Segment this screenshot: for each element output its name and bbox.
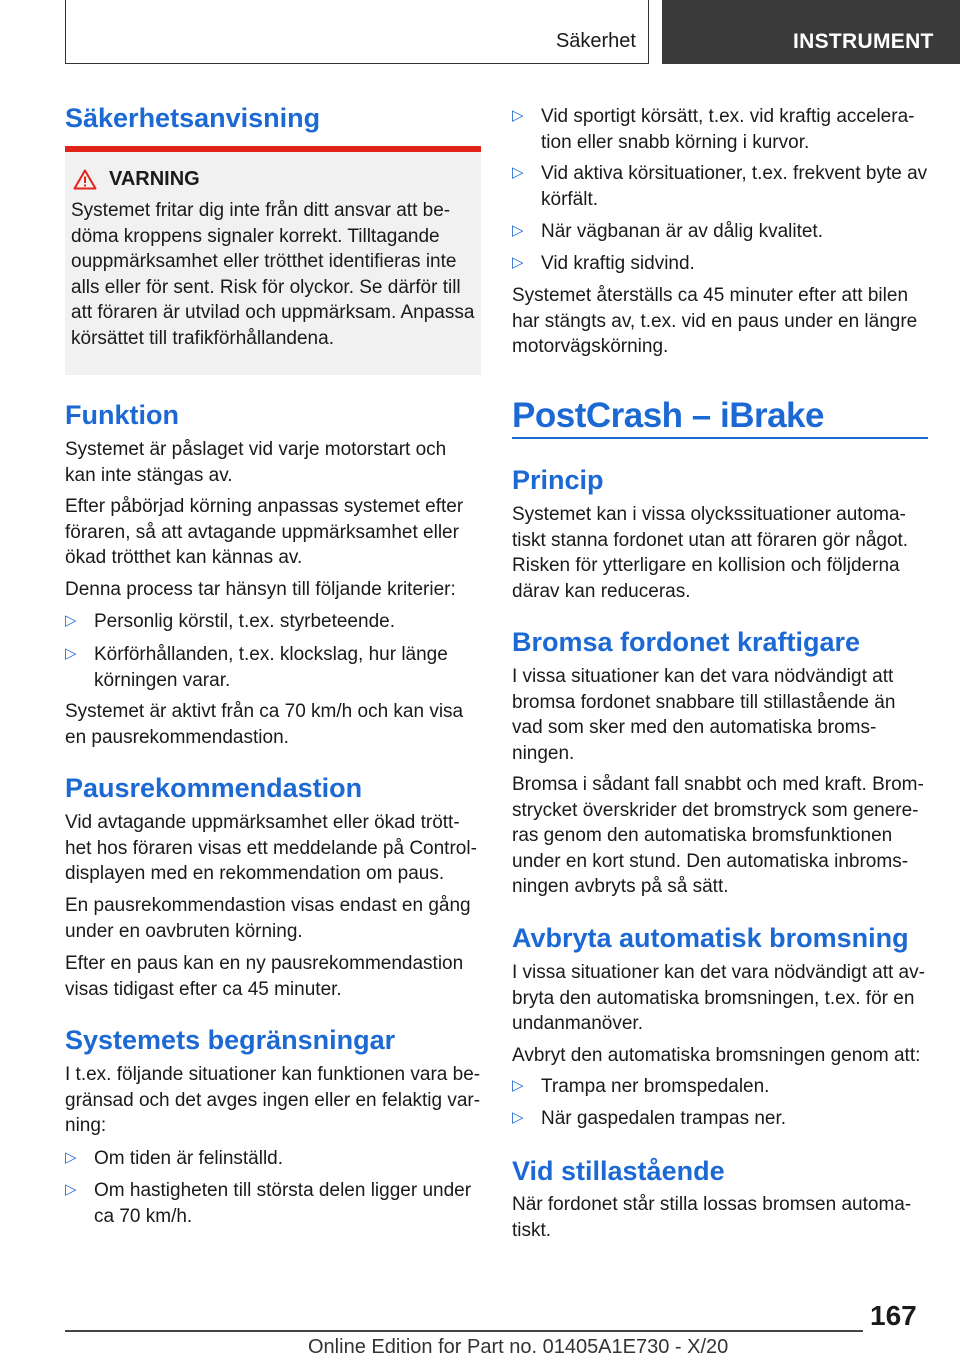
text-line: vad som sker med den automatiska broms-: [512, 717, 877, 738]
text-line: ras genom den automatiska bromsfunktionen: [512, 825, 893, 846]
text-line: visas tidigast efter ca 45 minuter.: [65, 978, 342, 1000]
text-line: Avbryt den automatiska bromsningen genom att:: [512, 1045, 921, 1066]
heading-funktion: Funktion: [65, 400, 179, 430]
funktion-paragraph-1: [65, 437, 481, 488]
text-line: tiskt stanna fordonet utan att föraren gör något.: [512, 529, 909, 551]
avbryta-paragraph-1: [512, 960, 928, 1037]
text-line: en pausrekommendastion.: [65, 726, 289, 748]
text-line: motorvägskörning.: [512, 336, 669, 357]
text-line: Systemet återställs ca 45 minuter efter att bilen: [512, 285, 909, 306]
footer-edition: Online Edition for Part no. 01405A1E730 - X/20: [308, 1336, 729, 1358]
text-line: Om hastigheten till största delen ligger under: [94, 1180, 472, 1201]
text-line: Systemet kan i vissa olyckssituationer automa-: [512, 504, 906, 525]
text-line: het hos föraren visas ett meddelande på Control-: [65, 837, 477, 859]
text-line: bromsa fordonet snabbare till stillastående än: [512, 691, 896, 713]
warning-line: alls eller för sent. Risk för olyckor. Se därför till: [71, 276, 461, 298]
text-line: ökad trötthet kan kännas av.: [65, 547, 303, 568]
warning-line: ouppmärksamhet eller trötthet identifieras inte: [71, 251, 457, 272]
text-line: Trampa ner bromspedalen.: [541, 1076, 770, 1097]
bullet-triangle-icon: ▷: [512, 164, 524, 181]
heading-vid-stillastaende: Vid stillastående: [512, 1156, 725, 1186]
list-item: [512, 1106, 928, 1132]
text-line: Systemet är aktivt från ca 70 km/h och kan visa: [65, 701, 464, 722]
warning-line: körsättet till trafikförhållandena.: [71, 327, 334, 349]
bullet-triangle-icon: ▷: [512, 1109, 524, 1126]
warning-title-text: VARNING: [109, 168, 200, 190]
header-chapter-tab: [662, 0, 960, 64]
paus-paragraph-2: [65, 893, 481, 944]
text-line: tiskt.: [512, 1219, 552, 1241]
bullet-triangle-icon: ▷: [512, 1077, 524, 1094]
list-item: [65, 609, 481, 635]
text-line: Efter påbörjad körning anpassas systemet efter: [65, 496, 464, 517]
list-item: [512, 251, 928, 277]
text-line: Efter en paus kan en ny pausrekommendastion: [65, 953, 464, 974]
text-line: gränsad och det avges ingen eller en felaktig var-: [65, 1089, 481, 1111]
funktion-paragraph-3: [65, 577, 481, 603]
text-line: Vid sportigt körsätt, t.ex. vid kraftig accelera-: [541, 106, 915, 127]
header-chapter-label: INSTRUMENT: [793, 30, 934, 53]
header-section-box: [65, 0, 649, 64]
paus-paragraph-1: [65, 810, 481, 887]
title-underline: [512, 437, 928, 439]
heading-bromsa-fordonet: Bromsa fordonet kraftigare: [512, 627, 861, 657]
heading-princip: Princip: [512, 465, 604, 495]
warning-line: att föraren är utvilad och uppmärksam. Anpassa: [71, 302, 475, 323]
bullet-triangle-icon: ▷: [512, 222, 524, 239]
list-item: [65, 642, 481, 693]
list-item: [512, 104, 928, 155]
text-line: När vägbanan är av dålig kvalitet.: [541, 221, 823, 242]
still-paragraph-1: [512, 1192, 928, 1243]
text-line: Körförhållanden, t.ex. klockslag, hur länge: [94, 644, 448, 665]
avbryta-paragraph-2: [512, 1043, 928, 1069]
text-line: föraren, så att avtagande uppmärksamhet eller: [65, 521, 459, 543]
funktion-paragraph-2: [65, 494, 481, 571]
warning-title: [73, 168, 200, 191]
text-line: ningen avbryts på så sätt.: [512, 876, 729, 897]
warning-box: [65, 152, 481, 375]
page-title-postcrash: PostCrash – iBrake: [512, 396, 824, 435]
bullet-triangle-icon: ▷: [65, 612, 77, 629]
bullet-triangle-icon: ▷: [65, 1149, 77, 1166]
bromsa-paragraph-1: [512, 664, 928, 766]
reset-paragraph: [512, 283, 928, 360]
page-number: 167: [870, 1300, 917, 1331]
text-line: Vid aktiva körsituationer, t.ex. frekvent byte av: [541, 163, 928, 184]
text-line: har stängts av, t.ex. vid en paus under en längre: [512, 310, 918, 332]
text-line: displayen med en rekommendation om paus.: [65, 863, 445, 884]
princip-paragraph-1: [512, 502, 928, 604]
text-line: under en kort stund. Den automatiska inbroms-: [512, 850, 909, 872]
list-item: [512, 1074, 928, 1100]
text-line: körfält.: [541, 188, 599, 210]
text-line: Systemet är påslaget vid varje motorstart och: [65, 439, 447, 460]
bromsa-paragraph-2: [512, 772, 928, 900]
text-line: En pausrekommendastion visas endast en gång: [65, 895, 471, 916]
list-item: [512, 161, 928, 212]
text-line: Denna process tar hänsyn till följande kriterier:: [65, 579, 456, 600]
list-item: [65, 1178, 481, 1229]
text-line: körningen varar.: [94, 669, 231, 691]
header-section-label: Säkerhet: [555, 30, 636, 52]
bullet-triangle-icon: ▷: [65, 645, 77, 662]
text-line: Personlig körstil, t.ex. styrbeteende.: [94, 611, 395, 632]
footer-rule: [65, 1330, 863, 1332]
text-line: Bromsa i sådant fall snabbt och med kraft. Brom-: [512, 774, 924, 795]
text-line: När gaspedalen trampas ner.: [541, 1108, 787, 1129]
warning-line: Systemet fritar dig inte från ditt ansvar att be-: [71, 200, 451, 221]
warning-triangle-icon: [73, 169, 97, 190]
text-line: strycket överskrider det bromstryck som genere-: [512, 799, 919, 821]
bullet-triangle-icon: ▷: [65, 1181, 77, 1198]
bullet-triangle-icon: ▷: [512, 254, 524, 271]
text-line: kan inte stängas av.: [65, 464, 233, 486]
heading-pausrekommendastion: Pausrekommendastion: [65, 773, 363, 803]
text-line: När fordonet står stilla lossas bromsen automa-: [512, 1194, 912, 1215]
list-item: [65, 1146, 481, 1172]
text-line: ningen.: [512, 742, 575, 764]
funktion-paragraph-4: [65, 699, 481, 750]
warning-line: döma kroppens signaler korrekt. Tilltagande: [71, 225, 440, 247]
text-line: I vissa situationer kan det vara nödvändigt att: [512, 666, 894, 687]
text-line: under en oavbruten körning.: [65, 920, 303, 942]
paus-paragraph-3: [65, 951, 481, 1002]
text-line: ning:: [65, 1115, 107, 1136]
text-line: Risken för ytterligare en kollision och följderna: [512, 555, 900, 576]
text-line: ca 70 km/h.: [94, 1205, 193, 1227]
bullet-triangle-icon: ▷: [512, 107, 524, 124]
text-line: I vissa situationer kan det vara nödvändigt att av-: [512, 962, 925, 983]
limits-paragraph-1: [65, 1062, 481, 1139]
heading-avbryta-bromsning: Avbryta automatisk bromsning: [512, 923, 909, 953]
text-line: Om tiden är felinställd.: [94, 1148, 284, 1169]
section-title-sakerhetsanvisning: Säkerhetsanvisning: [65, 103, 321, 133]
text-line: undanmanöver.: [512, 1013, 643, 1034]
warning-text: [71, 198, 477, 351]
text-line: Vid kraftig sidvind.: [541, 253, 695, 274]
text-line: tion eller snabb körning i kurvor.: [541, 131, 810, 153]
text-line: därav kan reduceras.: [512, 580, 691, 602]
text-line: I t.ex. följande situationer kan funktionen vara be-: [65, 1064, 481, 1085]
text-line: Vid avtagande uppmärksamhet eller ökad trött-: [65, 812, 460, 833]
list-item: [512, 219, 928, 245]
text-line: bryta den automatiska bromsningen, t.ex. för en: [512, 987, 915, 1009]
heading-systemets-begransningar: Systemets begränsningar: [65, 1025, 396, 1055]
